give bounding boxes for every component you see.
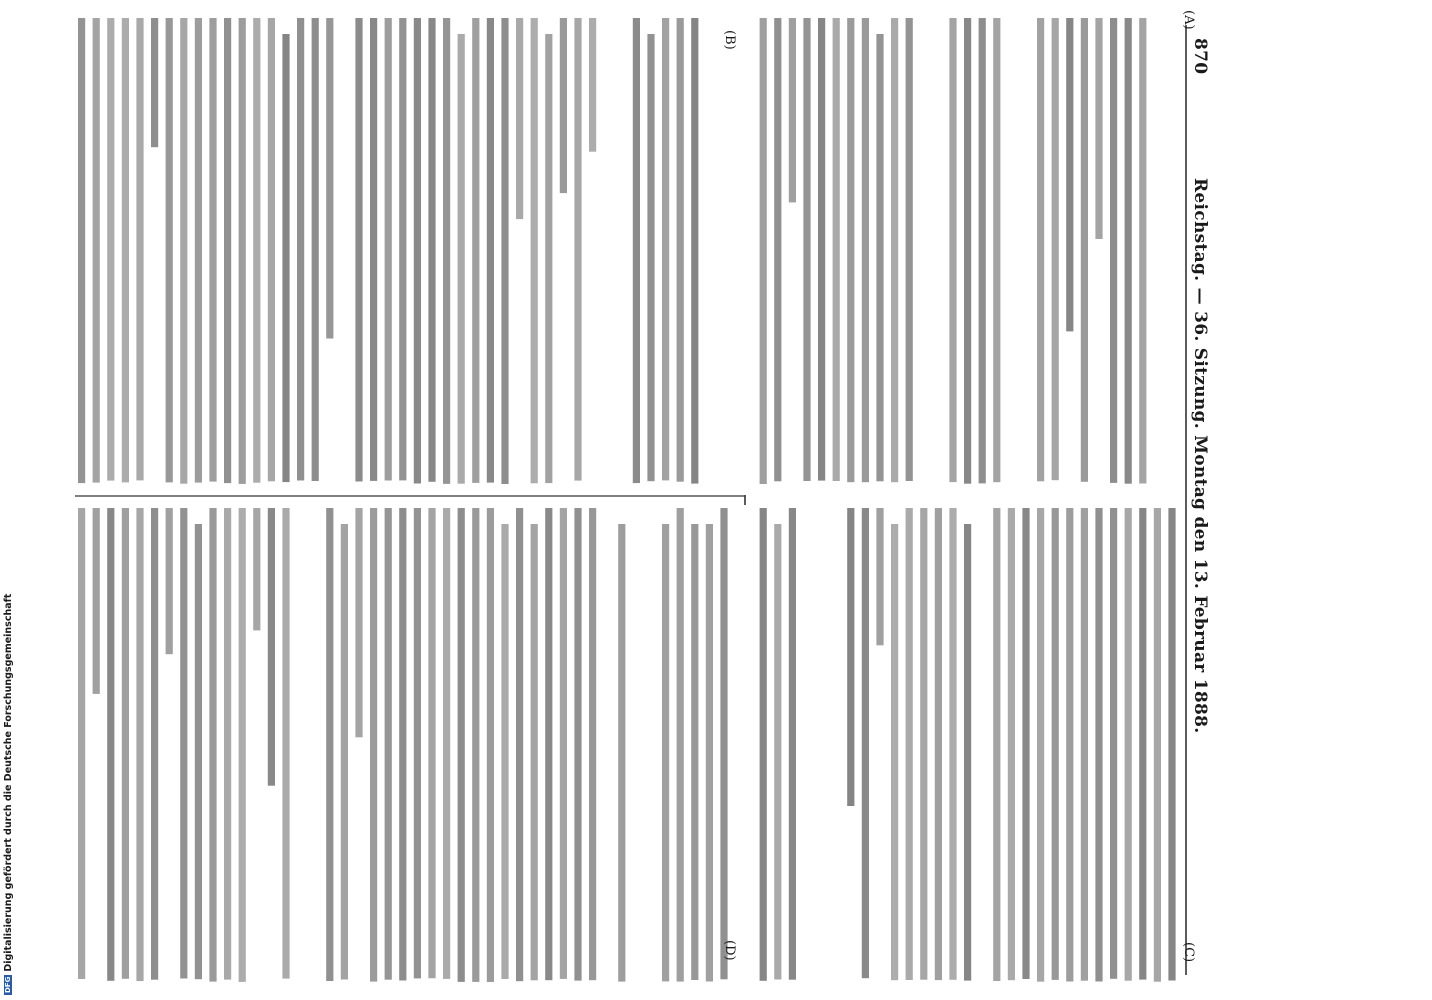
credit-text: Digitalisierung gefördert durch die Deutsche Forschungsgemeinschaft — [3, 593, 14, 972]
text-line-bar — [789, 508, 796, 980]
text-line-bar — [1008, 508, 1015, 980]
text-line-bar — [428, 508, 435, 978]
text-line-bar — [920, 508, 927, 980]
text-line-bar — [458, 508, 465, 982]
text-line-bar — [876, 34, 883, 481]
text-line-bar — [1095, 18, 1102, 239]
text-line-bar — [458, 34, 465, 484]
text-line-bar — [180, 508, 187, 979]
text-line-bar — [414, 508, 421, 978]
margin-letter-b: (B) — [722, 30, 737, 50]
text-line-bar — [935, 508, 942, 980]
text-line-bar — [633, 18, 640, 483]
text-line-bar — [385, 18, 392, 481]
text-line-bar — [326, 508, 333, 981]
text-line-bar — [803, 18, 810, 481]
dfg-logo: DFG — [4, 976, 12, 993]
text-line-bar — [1052, 508, 1059, 980]
text-line-bar — [1066, 18, 1073, 331]
text-line-bar — [789, 18, 796, 202]
text-line-bar — [107, 508, 114, 981]
text-line-bar — [662, 18, 669, 480]
text-line-bar — [847, 18, 854, 482]
text-line-bar — [443, 508, 450, 979]
text-line-bar — [78, 508, 85, 979]
text-line-bar — [589, 18, 596, 152]
text-line-bar — [1052, 18, 1059, 480]
text-line-bar — [1037, 508, 1044, 982]
text-line-bar — [93, 18, 100, 483]
text-line-bar — [1022, 508, 1029, 979]
text-line-bar — [107, 18, 114, 481]
text-line-bar — [862, 18, 869, 482]
text-line-bar — [1066, 508, 1073, 982]
text-line-bar — [428, 18, 435, 482]
text-line-bar — [618, 524, 625, 982]
text-line-bar — [545, 34, 552, 483]
text-line-bar — [774, 524, 781, 980]
text-line-bar — [166, 18, 173, 482]
text-line-bar — [370, 508, 377, 982]
text-line-bar — [876, 508, 883, 645]
text-line-bar — [385, 508, 392, 980]
text-line-bar — [516, 18, 523, 219]
margin-letter-d: (D) — [722, 940, 737, 961]
text-line-bar — [355, 18, 362, 482]
text-line-bar — [239, 18, 246, 484]
running-title: Reichstag. — 36. Sitzung. Montag den 13. Februar 1888. — [1190, 178, 1210, 734]
text-line-bar — [891, 18, 898, 482]
text-line-bar — [78, 18, 85, 483]
text-line-bar — [180, 18, 187, 484]
text-line-bar — [355, 508, 362, 737]
text-line-bar — [531, 524, 538, 980]
text-line-bar — [224, 18, 231, 483]
text-line-bar — [312, 18, 319, 481]
text-line-bar — [662, 524, 669, 981]
text-line-bar — [574, 18, 581, 481]
text-line-bar — [122, 508, 129, 979]
text-line-bar — [1081, 508, 1088, 981]
text-line-bar — [1081, 18, 1088, 482]
text-line-bar — [760, 508, 767, 981]
text-line-bar — [691, 18, 698, 484]
text-line-bar — [93, 508, 100, 694]
text-line-bar — [399, 18, 406, 480]
text-line-bar — [818, 18, 825, 481]
text-line-bar — [1154, 508, 1161, 982]
text-line-bar — [677, 508, 684, 982]
text-line-bar — [268, 508, 275, 786]
text-line-bar — [560, 18, 567, 193]
text-line-bar — [282, 34, 289, 482]
text-line-bar — [949, 18, 956, 482]
text-line-bar — [239, 508, 246, 982]
text-line-bar — [414, 18, 421, 484]
text-line-bar — [297, 18, 304, 481]
text-line-bar — [209, 18, 216, 482]
text-line-bar — [1139, 508, 1146, 980]
text-line-bar — [706, 524, 713, 982]
text-line-bar — [720, 508, 727, 979]
text-line-bar — [151, 508, 158, 980]
text-line-bar — [760, 18, 767, 484]
text-line-bar — [964, 524, 971, 981]
text-line-bar — [136, 508, 143, 981]
text-line-bar — [253, 18, 260, 483]
text-line-bar — [906, 18, 913, 481]
digitization-credit — [3, 594, 14, 995]
text-line-bar — [195, 524, 202, 979]
text-line-bar — [122, 18, 129, 482]
text-line-bar — [1095, 508, 1102, 982]
text-line-bar — [341, 524, 348, 980]
text-line-bar — [501, 18, 508, 484]
margin-letter-a: (A) — [1181, 10, 1196, 30]
text-line-bar — [847, 508, 854, 806]
text-line-bar — [282, 508, 289, 979]
text-line-bar — [166, 508, 173, 654]
text-line-bar — [151, 18, 158, 147]
text-line-bar — [774, 18, 781, 481]
text-line-bar — [545, 508, 552, 980]
text-line-bar — [1125, 508, 1132, 981]
text-line-bar — [443, 18, 450, 484]
text-line-bar — [964, 18, 971, 484]
text-line-bar — [647, 34, 654, 481]
text-line-bar — [209, 508, 216, 982]
page-number: 870 — [1190, 38, 1210, 75]
text-line-bar — [1110, 508, 1117, 979]
text-line-bar — [1037, 18, 1044, 481]
text-line-bar — [399, 508, 406, 981]
text-line-bar — [906, 508, 913, 980]
text-line-bar — [253, 508, 260, 630]
text-line-bar — [1168, 508, 1175, 981]
text-line-bar — [516, 508, 523, 981]
text-line-bar — [993, 508, 1000, 981]
text-line-bar — [136, 18, 143, 480]
text-line-bar — [1125, 18, 1132, 484]
text-line-bar — [979, 18, 986, 483]
text-line-bar — [560, 508, 567, 979]
text-line-bar — [370, 18, 377, 481]
text-line-bar — [949, 508, 956, 980]
text-line-bar — [472, 508, 479, 982]
text-line-bar — [862, 508, 869, 978]
text-line-bar — [691, 524, 698, 980]
text-line-bar — [589, 508, 596, 980]
text-line-bar — [833, 18, 840, 481]
text-line-bar — [993, 18, 1000, 482]
text-line-bar — [472, 18, 479, 483]
text-line-bar — [326, 18, 333, 339]
text-line-bar — [531, 18, 538, 483]
text-line-bar — [268, 18, 275, 481]
text-line-bar — [501, 524, 508, 979]
text-line-bar — [487, 508, 494, 982]
text-line-bar — [1110, 18, 1117, 483]
text-line-bar — [195, 18, 202, 483]
text-line-bar — [1139, 18, 1146, 484]
text-line-bar — [891, 524, 898, 980]
text-line-bar — [677, 18, 684, 482]
margin-letter-c: (C) — [1181, 942, 1196, 963]
text-line-bar — [224, 508, 231, 980]
text-line-bar — [487, 18, 494, 483]
text-line-bar — [574, 508, 581, 981]
